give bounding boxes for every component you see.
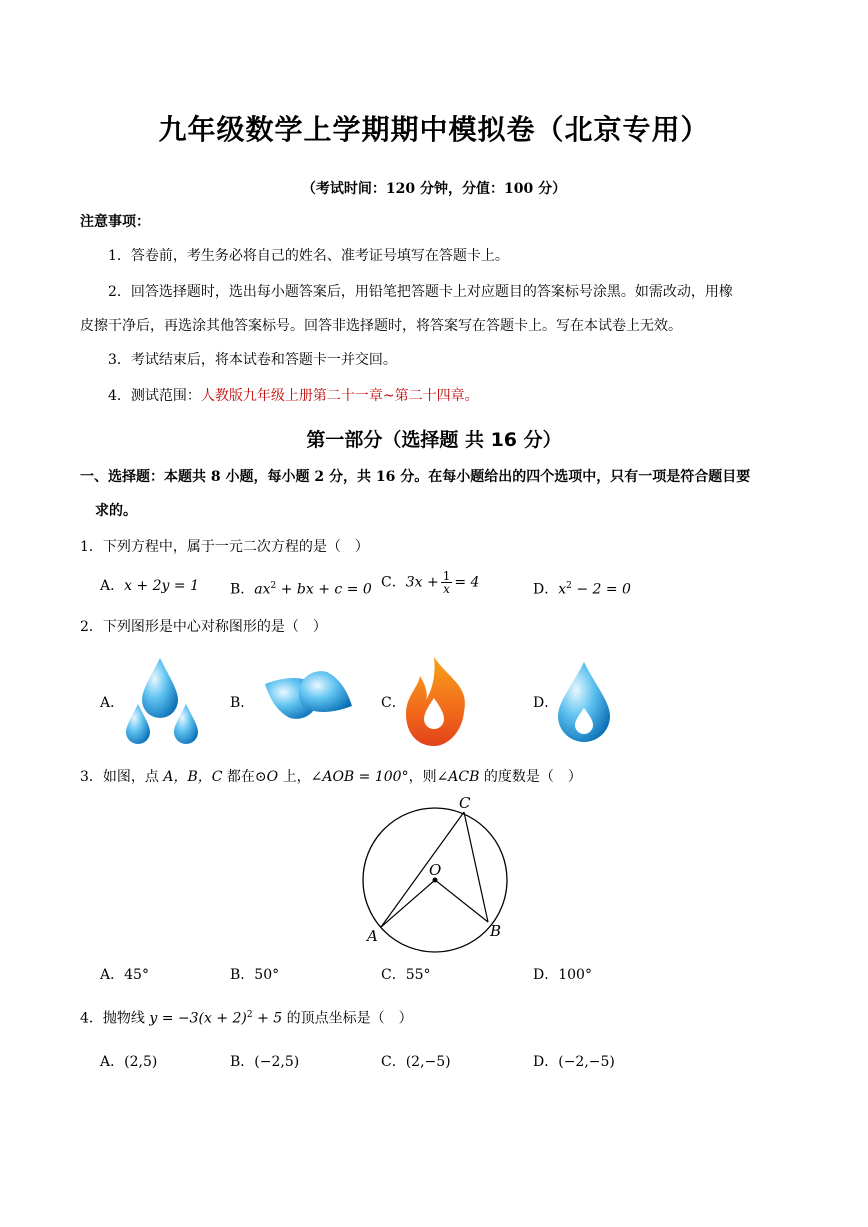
q3-option-b: B．50° [230, 967, 280, 983]
q4-option-b: B．(−2,5) [230, 1054, 300, 1070]
exam-subtitle: （考试时间：120 分钟，分值：100 分） [301, 181, 567, 197]
q1-option-c-fraction: $\frac{1}{x}$ [442, 569, 451, 596]
label-a: A [367, 927, 378, 945]
q2-stem: 2．下列图形是中心对称图形的是（ ） [80, 619, 327, 635]
segment-ac [381, 812, 464, 927]
segment-ao [381, 880, 435, 927]
q2-option-a-label: A． [100, 695, 125, 711]
q3-option-a: A．45° [100, 967, 149, 983]
water-drops-three-icon [126, 658, 198, 744]
label-c: C [459, 795, 471, 812]
q3-stem: 3．如图，点 A，B，C 都在⊙O 上，∠AOB = 100°，则∠ACB 的度数是（ ） [80, 769, 582, 785]
note-2-line-2: 皮擦干净后，再选涂其他答案标号。回答非选择题时，将答案写在答题卡上。写在本试卷上无效。 [80, 318, 682, 334]
q4-option-c: C．(2,−5) [381, 1054, 451, 1070]
q1-stem: 1．下列方程中，属于一元二次方程的是（ ） [80, 539, 369, 555]
part-1-heading: 第一部分（选择题 共 16 分） [306, 429, 562, 451]
note-4-label: 4．测试范围： [108, 388, 201, 404]
part-1-instructions-line-1: 一、选择题：本题共 8 小题，每小题 2 分，共 16 分。在每小题给出的四个选项中，只有一项是符合题目要 [80, 469, 751, 485]
part-1-instructions-line-2: 求的。 [95, 503, 137, 519]
note-4-scope: 人教版九年级上册第二十一章~第二十四章。 [200, 388, 479, 404]
q1-option-d: D．$x^2 - 2 = 0$ [533, 581, 631, 598]
q3-option-d: D．100° [533, 967, 592, 983]
q2-option-b-label: B． [230, 695, 255, 711]
notes-heading: 注意事项： [80, 214, 150, 230]
q1-option-c: C．3x + $\frac{1}{x}$ = 4 [381, 569, 480, 596]
q2-option-d-label: D． [533, 695, 559, 711]
label-b: B [490, 922, 502, 940]
q3-option-c: C．55° [381, 967, 431, 983]
q1-option-b: B．$ax^2$ + bx + c = 0 [230, 581, 372, 598]
q1-option-a-formula: x + 2y = 1 [124, 578, 200, 594]
label-o: O [429, 861, 442, 879]
page-title: 九年级数学上学期期中模拟卷（北京专用） [158, 113, 710, 146]
water-drops-pair-icon [265, 671, 352, 719]
note-1: 1．答卷前，考生务必将自己的姓名、准考证号填写在答题卡上。 [108, 248, 509, 264]
q4-stem: 4．抛物线 $y = -3(x + 2)^2 + 5$ 的顶点坐标是（ ） [80, 1010, 413, 1027]
q3-circle-figure [355, 795, 515, 960]
flame-icon [406, 657, 465, 746]
water-drop-with-inner-drop-icon [558, 662, 610, 742]
q4-option-d: D．(−2,−5) [533, 1054, 615, 1070]
q4-option-a: A．(2,5) [100, 1054, 158, 1070]
note-3: 3．考试结束后，将本试卷和答题卡一并交回。 [108, 352, 397, 368]
q1-option-a: A．x + 2y = 1 [100, 578, 200, 594]
q2-option-c-label: C． [381, 695, 406, 711]
note-2-line-1: 2．回答选择题时，选出每小题答案后，用铅笔把答题卡上对应题目的答案标号涂黑。如需改动，用橡 [108, 284, 733, 300]
